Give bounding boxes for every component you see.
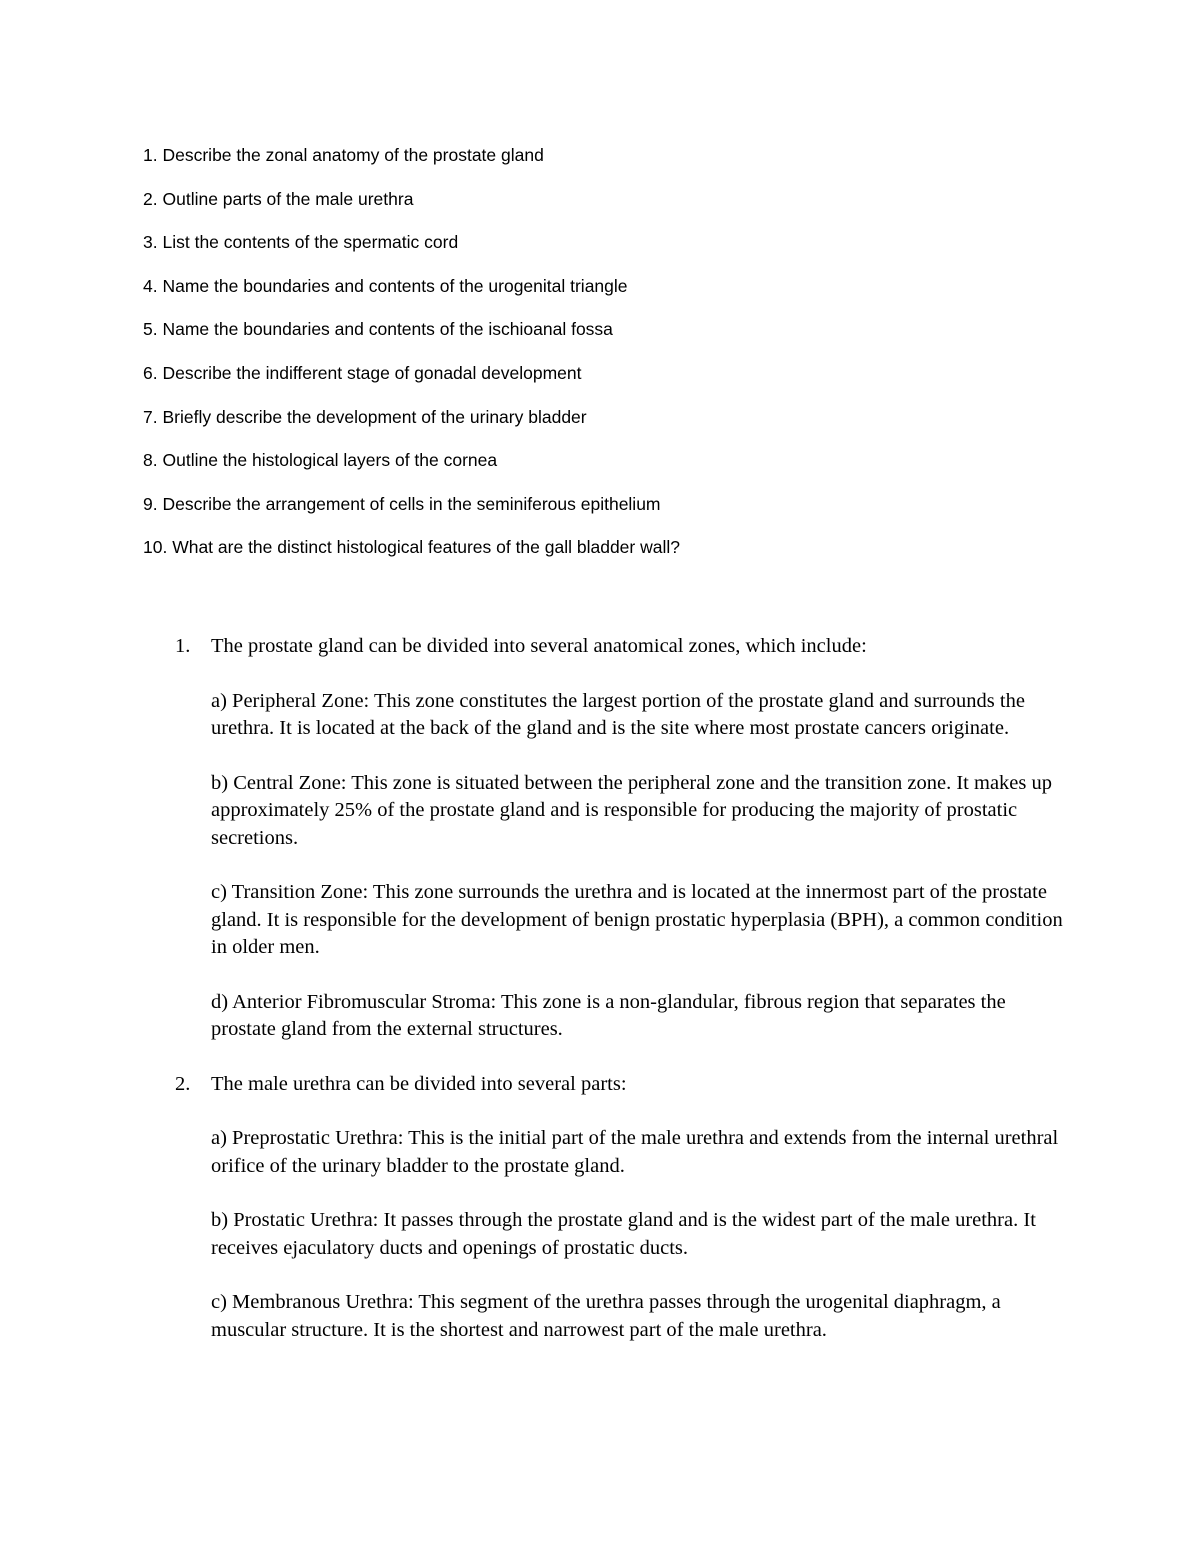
- answer-number: 1.: [175, 635, 191, 657]
- answer-intro: The prostate gland can be divided into several anatomical zones, which include:: [211, 635, 867, 657]
- answer-item: [175, 1071, 1075, 1345]
- answer-number: 2.: [175, 1072, 191, 1095]
- question-item: 7. Briefly describe the development of the urinary bladder: [143, 406, 587, 427]
- question-item: 1. Describe the zonal anatomy of the prostate gland: [143, 145, 544, 165]
- question-item: 6. Describe the indifferent stage of gonadal development: [143, 362, 582, 383]
- question-item: 5. Name the boundaries and contents of the ischioanal fossa: [143, 319, 613, 340]
- answer-subitem: c) Transition Zone: This zone surrounds the urethra and is located at the innermost part of the prostate gland. It is responsible for the development of benign prostatic hyperplasia (BPH), a common condition in older men.: [211, 881, 1063, 958]
- answer-subitem: c) Membranous Urethra: This segment of the urethra passes through the urogenital diaphragm, a muscular structure. It is the shortest and narrowest part of the male urethra.: [211, 1291, 1001, 1341]
- answer-subitem: d) Anterior Fibromuscular Stroma: This zone is a non-glandular, fibrous region that separates the prostate gland from the external structures.: [211, 990, 1006, 1040]
- answer-intro: The male urethra can be divided into several parts:: [211, 1072, 627, 1095]
- question-item: 10. What are the distinct histological features of the gall bladder wall?: [143, 537, 680, 558]
- answer-subitem: b) Central Zone: This zone is situated between the peripheral zone and the transition zone. It makes up approximately 25% of the prostate gland and is responsible for producing the majority of prostatic secretions.: [211, 771, 1052, 849]
- answer-subitem: b) Prostatic Urethra: It passes through the prostate gland and is the widest part of the male urethra. It receives ejaculatory ducts and openings of prostatic ducts.: [211, 1209, 1036, 1259]
- answer-subitem: a) Preprostatic Urethra: This is the initial part of the male urethra and extends from the internal urethral orifice of the urinary bladder to the prostate gland.: [211, 1127, 1059, 1177]
- question-item: 3. List the contents of the spermatic cord: [143, 232, 459, 253]
- question-item: 8. Outline the histological layers of the cornea: [143, 450, 498, 471]
- question-list: [143, 143, 1093, 579]
- question-item: 2. Outline parts of the male urethra: [143, 188, 414, 209]
- question-item: 9. Describe the arrangement of cells in the seminiferous epithelium: [143, 493, 661, 514]
- answer-list: [175, 633, 1075, 1344]
- answer-item: [175, 633, 1075, 1044]
- question-item: 4. Name the boundaries and contents of the urogenital triangle: [143, 275, 628, 296]
- answer-subitem: a) Peripheral Zone: This zone constitutes the largest portion of the prostate gland and surrounds the urethra. It is located at the back of the gland and is the site where most prostate cancers originate.: [211, 689, 1025, 739]
